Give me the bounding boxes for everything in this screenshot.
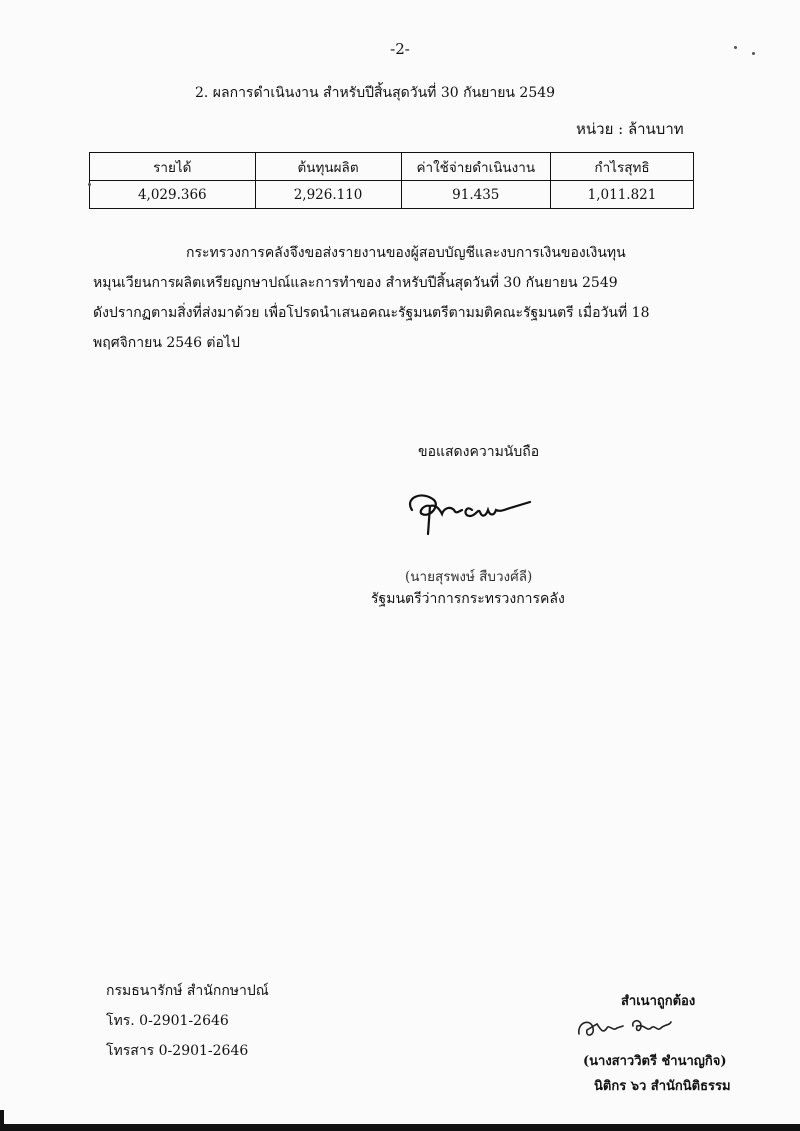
- scan-bottom-edge: [0, 1124, 800, 1131]
- certifier-title: นิติกร ๖ว สำนักนิติธรรม: [594, 1079, 731, 1094]
- scan-speck: [734, 46, 737, 49]
- scan-speck: [88, 183, 91, 186]
- header-operating-expense: ค่าใช้จ่ายดำเนินงาน: [401, 153, 551, 181]
- value-net-profit: 1,011.821: [551, 181, 694, 209]
- paragraph-line: หมุนเวียนการผลิตเหรียญกษาปณ์และการทำของ สำหรับปีสิ้นสุดวันที่ 30 กันยายน 2549: [93, 275, 618, 291]
- body-paragraph: [93, 238, 693, 358]
- certifier-signature: [575, 1010, 675, 1044]
- table-value-row: [90, 181, 694, 209]
- header-production-cost: ต้นทุนผลิต: [255, 153, 401, 181]
- certifier-name: (นางสาววิตรี ชำนาญกิจ): [583, 1054, 727, 1069]
- financial-summary-table: [89, 152, 694, 209]
- page-number: -2-: [390, 40, 410, 58]
- section-title: 2. ผลการดำเนินงาน สำหรับปีสิ้นสุดวันที่ 30 กันยายน 2549: [195, 85, 556, 101]
- paragraph-line: กระทรวงการคลังจึงขอส่งรายงานของผู้สอบบัญชีและงบการเงินของเงินทุน: [186, 245, 626, 261]
- paragraph-line: พฤศจิกายน 2546 ต่อไป: [93, 335, 240, 351]
- contact-phone: โทร. 0-2901-2646: [106, 1013, 229, 1029]
- value-operating-expense: 91.435: [401, 181, 551, 209]
- value-production-cost: 2,926.110: [255, 181, 401, 209]
- value-revenue: 4,029.366: [90, 181, 256, 209]
- scan-speck: [752, 52, 755, 55]
- minister-signature: [400, 488, 535, 538]
- closing-salutation: ขอแสดงความนับถือ: [418, 444, 540, 460]
- scan-left-edge: [0, 1110, 4, 1131]
- header-net-profit: กำไรสุทธิ: [551, 153, 694, 181]
- contact-department: กรมธนารักษ์ สำนักกษาปณ์: [106, 983, 269, 999]
- signer-title: รัฐมนตรีว่าการกระทรวงการคลัง: [371, 591, 565, 607]
- certification-label: สำเนาถูกต้อง: [621, 994, 696, 1009]
- contact-fax: โทรสาร 0-2901-2646: [106, 1043, 249, 1059]
- unit-note: หน่วย : ล้านบาท: [576, 120, 684, 138]
- header-revenue: รายได้: [90, 153, 256, 181]
- signer-name: (นายสุรพงษ์ สืบวงศ์ลี): [405, 569, 533, 585]
- table-header-row: [90, 153, 694, 181]
- paragraph-line: ดังปรากฏตามสิ่งที่ส่งมาด้วย เพื่อโปรดนำเสนอคณะรัฐมนตรีตามมติคณะรัฐมนตรี เมื่อวันที่ 18: [93, 305, 650, 321]
